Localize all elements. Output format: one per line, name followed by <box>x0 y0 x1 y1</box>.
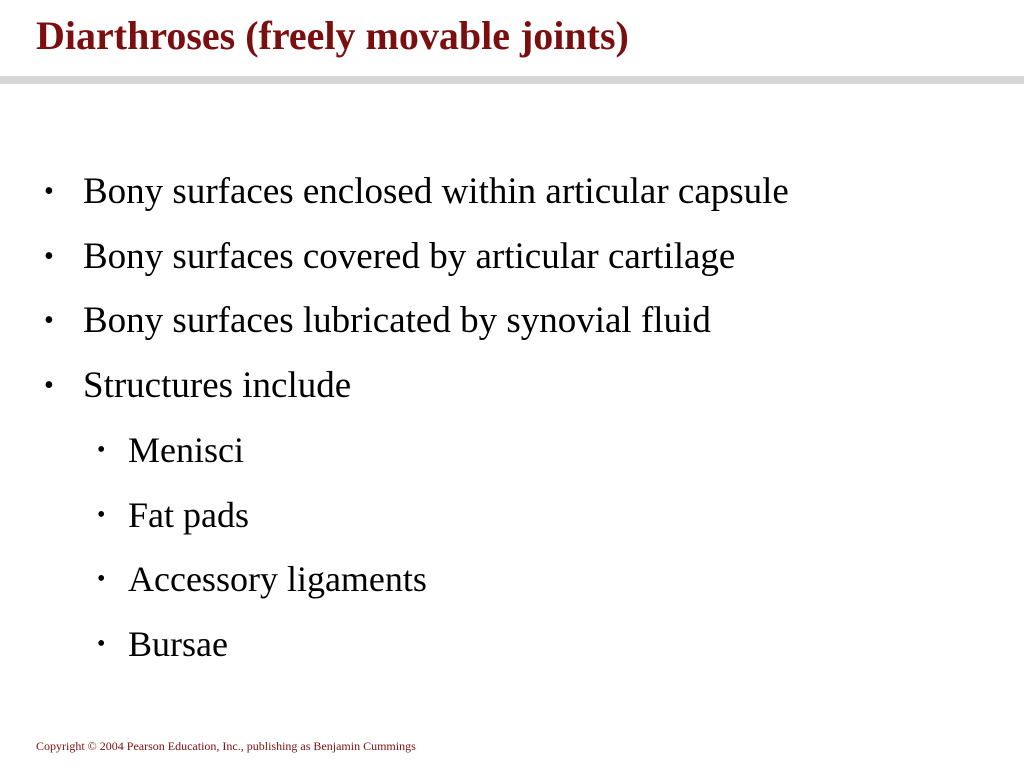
sub-bullet-text: Fat pads <box>128 494 249 535</box>
bullet-icon: • <box>97 437 106 463</box>
bullet-icon: • <box>97 630 106 657</box>
bullet-item <box>0 289 1024 354</box>
sub-bullet-text: Menisci <box>128 430 244 470</box>
copyright-footer: Copyright © 2004 Pearson Education, Inc., publishing as Benjamin Cummings <box>36 739 416 753</box>
bullet-item <box>0 225 1024 290</box>
bullet-icon: • <box>44 305 54 336</box>
bullet-list <box>0 160 1024 676</box>
title-divider <box>0 76 1024 84</box>
bullet-icon: • <box>44 176 54 207</box>
bullet-icon: • <box>97 501 106 528</box>
slide-title: Diarthroses (freely movable joints) <box>36 13 629 58</box>
sub-bullet-item <box>0 612 1024 677</box>
sub-bullet-text: Bursae <box>128 623 228 664</box>
bullet-text: Bony surfaces enclosed within articular capsule <box>83 171 789 212</box>
sub-bullet-text: Accessory ligaments <box>128 559 427 599</box>
sub-bullet-item <box>0 418 1024 483</box>
bullet-icon: • <box>97 566 106 592</box>
sub-bullet-item <box>0 547 1024 612</box>
bullet-item <box>0 354 1024 419</box>
bullet-text: Bony surfaces lubricated by synovial fluid <box>83 300 711 341</box>
bullet-icon: • <box>44 369 54 401</box>
bullet-text: Structures include <box>83 364 352 406</box>
bullet-item <box>0 160 1024 225</box>
bullet-icon: • <box>44 240 54 272</box>
sub-bullet-item <box>0 483 1024 548</box>
bullet-text: Bony surfaces covered by articular cartilage <box>83 235 736 277</box>
